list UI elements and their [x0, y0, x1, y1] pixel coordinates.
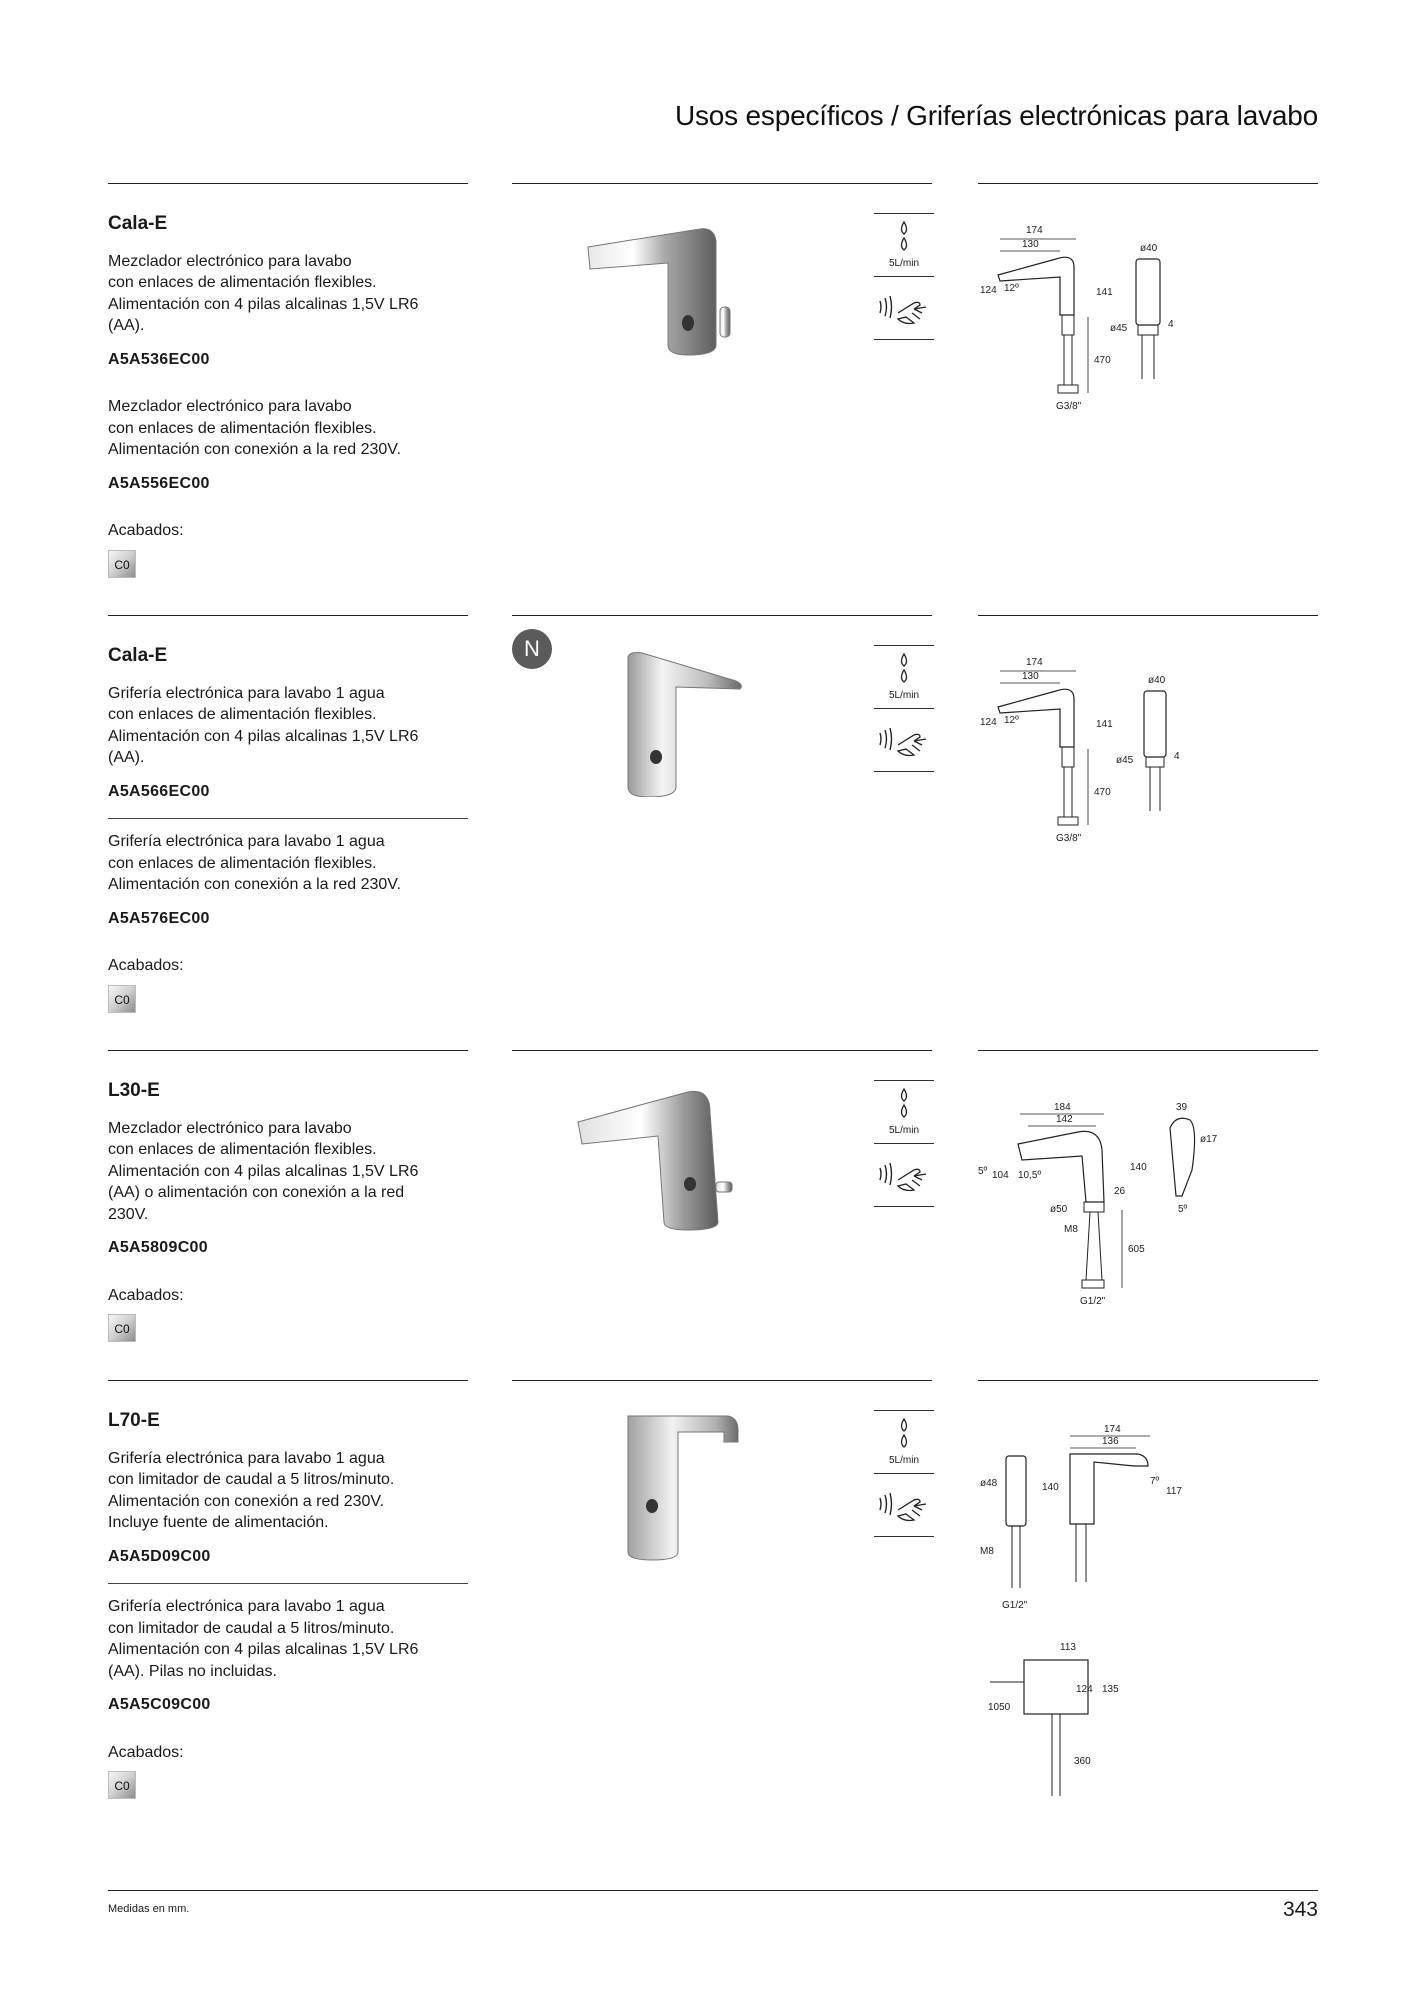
dim-label: 136: [1102, 1436, 1119, 1447]
dim-label: G1/2": [1080, 1296, 1106, 1307]
dim-label: 135: [1102, 1684, 1119, 1695]
dim-label: 130: [1022, 239, 1039, 250]
product-description: Grifería electrónica para lavabo 1 agua con limitador de caudal a 5 litros/minuto. Alimentación con conexión a red 230V. Incluye fuente de alimentación.: [108, 1449, 395, 1531]
dim-label: G1/2": [1002, 1600, 1028, 1611]
feature-icons: [874, 1410, 934, 1537]
hand-sensor-icon: [874, 277, 934, 337]
faucet-photo: [568, 1402, 788, 1562]
dim-label: 174: [1026, 225, 1043, 236]
finishes-label: Acabados:: [108, 1743, 184, 1761]
product-code: A5A5C09C00: [108, 1696, 211, 1713]
dim-label: 174: [1104, 1424, 1121, 1435]
dim-label: 104: [992, 1170, 1009, 1181]
dim-label: ø40: [1148, 675, 1166, 686]
product-name: L30-E: [108, 1080, 160, 1101]
hand-sensor-icon: [874, 1144, 934, 1204]
product-code: A5A536EC00: [108, 350, 210, 368]
dim-label: G3/8": [1056, 401, 1082, 412]
product-name: L70-E: [108, 1410, 160, 1431]
dim-label: 142: [1056, 1114, 1073, 1125]
dim-label: 117: [1166, 1486, 1182, 1497]
divider: [108, 1380, 468, 1381]
dim-label: 7º: [1150, 1476, 1160, 1487]
product-info: [108, 1080, 468, 1342]
water-drops-icon: [874, 214, 934, 258]
dim-label: 1050: [988, 1702, 1011, 1713]
divider: [108, 183, 468, 184]
dim-label: 184: [1054, 1102, 1071, 1113]
dim-label: 4: [1168, 319, 1174, 330]
dim-label: 12º: [1004, 283, 1019, 294]
sensor-box: [874, 1473, 934, 1537]
sensor-box: [874, 1143, 934, 1207]
technical-drawing: [978, 203, 1218, 433]
product-code: A5A5D09C00: [108, 1547, 211, 1565]
feature-icons: [874, 213, 934, 340]
footer-divider: [108, 1890, 1318, 1891]
dim-label: 39: [1176, 1102, 1188, 1113]
dim-label: 140: [1130, 1162, 1147, 1173]
divider: [512, 1380, 932, 1381]
dim-label: M8: [1064, 1224, 1078, 1235]
dim-label: 124: [1076, 1684, 1093, 1695]
dim-label: 174: [1026, 657, 1043, 668]
finishes-label: Acabados:: [108, 1286, 184, 1304]
water-drops-icon: [874, 646, 934, 690]
flow-rate-box: [874, 1410, 934, 1473]
dim-label: 140: [1042, 1482, 1059, 1493]
product-description: Grifería electrónica para lavabo 1 agua con enlaces de alimentación flexibles. Alimentación con 4 pilas alcalinas 1,5V LR6 (AA).: [108, 684, 419, 766]
product-description: Mezclador electrónico para lavabo con enlaces de alimentación flexibles. Alimentación con conexión a la red 230V.: [108, 398, 401, 458]
flow-rate-box: [874, 645, 934, 708]
new-badge: N: [512, 629, 552, 669]
dim-label: ø50: [1050, 1204, 1068, 1215]
product-code: A5A576EC00: [108, 909, 210, 927]
finish-swatch-chrome[interactable]: C0: [108, 1771, 136, 1799]
hand-sensor-icon: [874, 1474, 934, 1534]
flow-rate-label: 5L/min: [888, 258, 919, 269]
finishes-label: Acabados:: [108, 522, 184, 539]
product-description: Mezclador electrónico para lavabo con enlaces de alimentación flexibles. Alimentación con 4 pilas alcalinas 1,5V LR6 (AA).: [108, 252, 419, 334]
technical-drawing: [978, 1400, 1218, 1830]
divider: [108, 818, 468, 819]
dim-label: ø45: [1116, 755, 1134, 766]
hand-sensor-icon: [874, 709, 934, 769]
flow-rate-label: 5L/min: [888, 690, 919, 701]
water-drops-icon: [874, 1081, 934, 1125]
divider: [108, 1050, 468, 1051]
dim-label: 470: [1094, 787, 1111, 798]
water-drops-icon: [874, 1411, 934, 1455]
divider: [978, 615, 1318, 616]
dim-label: ø17: [1200, 1134, 1218, 1145]
dim-label: 4: [1174, 751, 1180, 762]
dim-label: 113: [1060, 1642, 1076, 1653]
page-number: 343: [1282, 1898, 1318, 1921]
divider: [978, 1380, 1318, 1381]
dim-label: 10,5º: [1018, 1170, 1042, 1181]
dim-label: 360: [1074, 1756, 1091, 1767]
faucet-photo: [568, 205, 788, 365]
divider: [512, 615, 932, 616]
dim-label: ø45: [1110, 323, 1128, 334]
divider: [108, 615, 468, 616]
finishes-label: Acabados:: [108, 957, 184, 974]
finish-swatch-chrome[interactable]: C0: [108, 985, 136, 1013]
product-description: Grifería electrónica para lavabo 1 agua con limitador de caudal a 5 litros/minuto. Alimentación con 4 pilas alcalinas 1,5V LR6 (AA). Pilas no incluidas.: [108, 1598, 419, 1680]
product-info: [108, 1410, 468, 1799]
dim-label: 5º: [1178, 1204, 1188, 1215]
dim-label: 141: [1096, 719, 1113, 730]
product-description: Grifería electrónica para lavabo 1 agua con enlaces de alimentación flexibles. Alimentación con conexión a la red 230V.: [108, 833, 401, 893]
divider: [512, 1050, 932, 1051]
page-title: Usos específicos / Griferías electrónicas para lavabo: [674, 100, 1318, 131]
technical-drawing: [978, 635, 1218, 865]
product-code: A5A566EC00: [108, 782, 210, 800]
product-info: [108, 213, 468, 578]
dim-label: 130: [1022, 671, 1039, 682]
divider: [978, 1050, 1318, 1051]
feature-icons: [874, 645, 934, 772]
technical-drawing: [978, 1070, 1238, 1310]
faucet-photo: [568, 1072, 788, 1232]
divider: [108, 1583, 468, 1584]
sensor-box: [874, 276, 934, 340]
dim-label: 141: [1096, 287, 1113, 298]
flow-rate-label: 5L/min: [888, 1455, 919, 1466]
product-description: Mezclador electrónico para lavabo con enlaces de alimentación flexibles. Alimentación con 4 pilas alcalinas 1,5V LR6 (AA) o alimentación con conexión a la red 230V.: [108, 1119, 419, 1223]
dim-label: 5º: [978, 1166, 988, 1177]
dim-label: 124: [980, 285, 997, 296]
divider: [512, 183, 932, 184]
dim-label: 124: [980, 717, 997, 728]
dim-label: G3/8": [1056, 833, 1082, 844]
product-code: A5A5809C00: [108, 1239, 208, 1256]
flow-rate-label: 5L/min: [888, 1125, 919, 1136]
sensor-box: [874, 708, 934, 772]
faucet-photo: [568, 637, 788, 797]
flow-rate-box: [874, 213, 934, 276]
dim-label: 26: [1114, 1186, 1126, 1197]
dim-label: ø40: [1140, 243, 1158, 254]
dim-label: 470: [1094, 355, 1111, 366]
dim-label: ø48: [980, 1478, 998, 1489]
dim-label: M8: [980, 1546, 994, 1557]
product-name: Cala-E: [108, 213, 168, 234]
finish-swatch-chrome[interactable]: C0: [108, 550, 136, 578]
footer-note: Medidas en mm.: [108, 1903, 190, 1915]
product-code: A5A556EC00: [108, 474, 210, 492]
divider: [978, 183, 1318, 184]
flow-rate-box: [874, 1080, 934, 1143]
finish-swatch-chrome[interactable]: C0: [108, 1314, 136, 1342]
dim-label: 12º: [1004, 715, 1019, 726]
product-name: Cala-E: [108, 645, 168, 666]
feature-icons: [874, 1080, 934, 1207]
product-info: [108, 645, 468, 1013]
dim-label: 605: [1128, 1244, 1145, 1255]
